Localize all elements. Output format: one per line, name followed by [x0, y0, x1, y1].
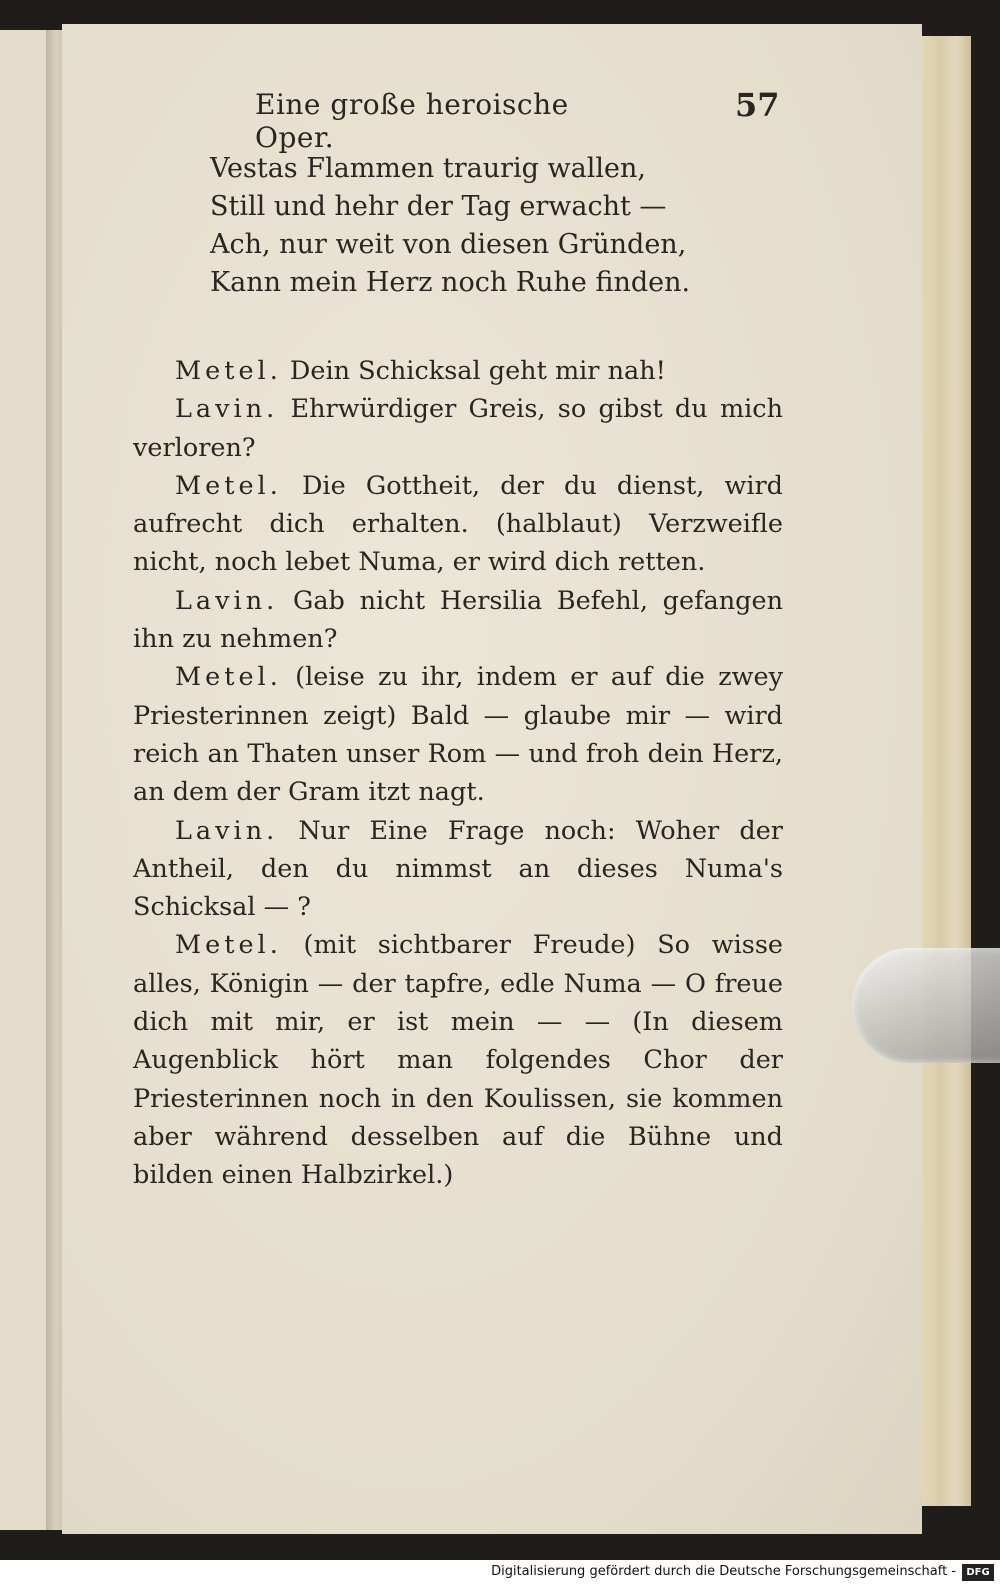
verse-block [210, 150, 770, 302]
verse-line: Vestas Flammen traurig wallen, [210, 153, 646, 184]
page-number: 57 [735, 86, 780, 124]
dialogue-paragraph [133, 582, 783, 659]
footer-credit: Digitalisierung gefördert durch die Deutsche Forschungsgemeinschaft - [491, 1564, 956, 1579]
facing-page-edge [0, 30, 48, 1530]
dialogue-paragraph [133, 812, 783, 927]
dialogue-text: Nur Eine Frage noch: Woher der Antheil, den du nimmst an dieses Numa's Schicksal — ? [133, 815, 783, 923]
dialogue-block [133, 352, 783, 1195]
speaker-name: Metel. [175, 470, 282, 501]
dialogue-text: Dein Schicksal geht mir nah! [281, 356, 666, 386]
book-spine [46, 30, 62, 1530]
dialogue-paragraph [133, 390, 783, 467]
dialogue-paragraph [133, 467, 783, 582]
dialogue-text: (leise zu ihr, indem er auf die zwey Priesterinnen zeigt) Bald — glaube mir — wird reich an Thaten unser Rom — und froh dein Herz, an dem der Gram itzt nagt. [133, 662, 783, 808]
dialogue-paragraph [133, 352, 783, 390]
speaker-name: Metel. [175, 930, 282, 961]
dialogue-text: Ehrwürdiger Greis, so gibst du mich verloren? [133, 394, 783, 463]
speaker-name: Lavin. [175, 815, 279, 846]
dialogue-text: Gab nicht Hersilia Befehl, gefangen ihn zu nehmen? [133, 585, 783, 655]
running-head: Eine große heroische Oper. [255, 88, 569, 154]
speaker-name: Metel. [175, 662, 282, 693]
verse-line: Still und hehr der Tag erwacht — [210, 191, 667, 222]
dialogue-text: Die Gottheit, der du dienst, wird aufrecht dich erhalten. (halblaut) Verzweifle nicht, noch lebet Numa, er wird dich retten. [133, 470, 783, 578]
speaker-name: Metel. [175, 356, 282, 386]
speaker-name: Lavin. [175, 394, 279, 425]
page-holder-clip [852, 948, 1000, 1063]
dialogue-paragraph [133, 926, 783, 1194]
dfg-logo: DFG [962, 1564, 994, 1581]
speaker-name: Lavin. [175, 585, 279, 616]
page-block-edge [920, 36, 971, 1506]
dialogue-paragraph [133, 658, 783, 811]
digitization-footer [0, 1560, 1000, 1586]
verse-line: Ach, nur weit von diesen Gründen, [210, 229, 687, 260]
dialogue-text: (mit sichtbarer Freude) So wisse alles, Königin — der tapfre, edle Numa — O freue dich mit mir, er ist mein — — (In diesem Augenblick hört man folgendes Chor der Priesterinnen noch in den Koulissen, sie kommen aber während desselben auf die Bühne und bilden einen Halbzirkel.) [133, 930, 783, 1191]
verse-line: Kann mein Herz noch Ruhe finden. [210, 267, 691, 298]
